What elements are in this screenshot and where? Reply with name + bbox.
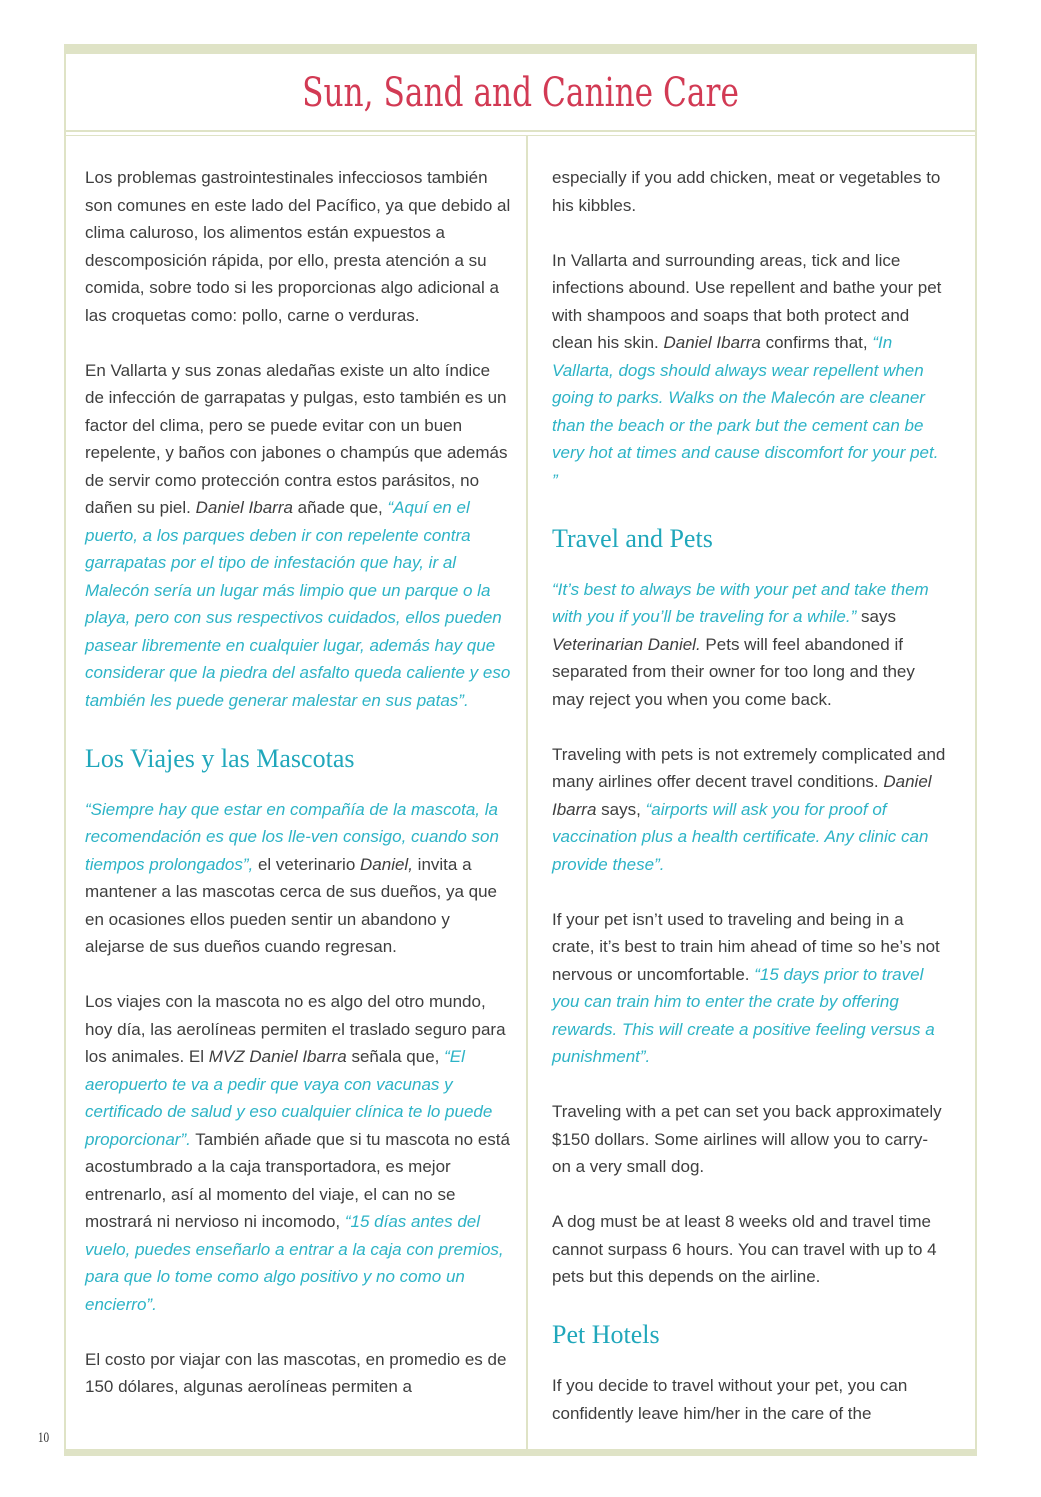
- person-name: Daniel,: [360, 854, 413, 874]
- paragraph: “Siempre hay que estar en compañía de la mascota, la recomendación es que los lle-ven consigo, cuando son tiempos prolongados”, el veterinario Daniel, invita a mantener a las mascotas cerca de sus dueños, ya que en ocasiones ellos pueden sentir un abandono y alejarse de sus dueños cuando regresan.: [85, 799, 499, 956]
- section-heading: Los Viajes y las Mascotas: [85, 743, 355, 773]
- spanish-column: [85, 164, 513, 1428]
- english-column: [552, 164, 946, 1455]
- column-divider: [526, 136, 528, 1449]
- paragraph: Traveling with a pet can set you back approximately $150 dollars. Some airlines will allow you to carry-on a very small dog.: [552, 1102, 942, 1176]
- paragraph: In Vallarta and surrounding areas, tick and lice infections abound. Use repellent and bathe your pet with shampoos and soaps that both protect and clean his skin. Daniel Ibarra confirms that, “In Vallarta, dogs should always wear repellent when going to parks. Walks on the Malecón are cleaner than the beach or the park but the cement can be very hot at times and cause discomfort for your pet. ”: [552, 250, 942, 490]
- paragraph: Traveling with pets is not extremely complicated and many airlines offer decent travel conditions. Daniel Ibarra says, “airports will ask you for proof of vaccination plus a health certificate. Any clinic can provide these”.: [552, 744, 946, 874]
- person-name: MVZ Daniel Ibarra: [208, 1047, 347, 1066]
- paragraph: El costo por viajar con las mascotas, en promedio es de 150 dólares, algunas aerolíneas permiten a: [85, 1349, 507, 1396]
- paragraph: “It’s best to always be with your pet and take them with you if you’ll be traveling for a while.” says Veterinarian Daniel. Pets will feel abandoned if separated from their owner for too long and they may reject you when you come back.: [552, 579, 929, 709]
- quote: “Aquí en el puerto, a los parques deben ir con repelente contra garrapatas por el tipo de infestación que hay, ir al Malecón sería un lugar más limpio que un parque o la playa, pero con sus respectivos cuidados, ellos pueden pasear libremente en cualquier lugar, además hay que considerar que la piedra del asfalto queda caliente y eso también les puede generar malestar en sus patas”.: [85, 498, 511, 710]
- paragraph: En Vallarta y sus zonas aledañas existe un alto índice de infección de garrapatas y pulgas, esto también es un factor del clima, pero se puede evitar con un buen repelente, y baños con jabones o champús que además de servir como protección contra estos parásitos, no dañen su piel. Daniel Ibarra añade que, “Aquí en el puerto, a los parques deben ir con repelente contra garrapatas por el tipo de infestación que hay, ir al Malecón sería un lugar más limpio que un parque o la playa, pero con sus respectivos cuidados, ellos pueden pasear libremente en cualquier lugar, además hay que considerar que la piedra del asfalto queda caliente y eso también les puede generar malestar en sus patas”.: [85, 360, 511, 710]
- section-heading: Pet Hotels: [552, 1320, 660, 1349]
- person-name: Daniel Ibarra: [552, 772, 932, 819]
- paragraph: Los viajes con la mascota no es algo del otro mundo, hoy día, las aerolíneas permiten el traslado seguro para los animales. El MVZ Daniel Ibarra señala que, “El aeropuerto te va a pedir que vaya con vacunas y certificado de salud y eso cualquier clínica te lo puede proporcionar”. También añade que si tu mascota no está acostumbrado a la caja transportadora, es mejor entrenarlo, así al momento del viaje, el can no se mostrará ni nervioso ni incomodo, “15 días antes del vuelo, puedes enseñarlo a entrar a la caja con premios, para que lo tome como algo positivo y no como un encierro”.: [85, 992, 510, 1314]
- paragraph: If your pet isn’t used to traveling and being in a crate, it’s best to train him ahead of time so he’s not nervous or uncomfortable. “15 days prior to travel you can train him to enter the crate by offering rewards. This will create a positive feeling versus a punishment”.: [552, 909, 940, 1066]
- person-name: Daniel Ibarra: [663, 333, 761, 352]
- quote: “15 days prior to travel you can train him to enter the crate by offering rewards. This will create a positive feeling versus a punishment”.: [552, 964, 935, 1066]
- frame-right-border: [975, 54, 977, 1449]
- page-title: Sun, Sand and Canine Care: [302, 70, 739, 116]
- quote: “El aeropuerto te va a pedir que vaya con vacunas y certificado de salud y eso cualquier clínica te lo puede proporcionar”.: [85, 1047, 493, 1149]
- paragraph: A dog must be at least 8 weeks old and travel time cannot surpass 6 hours. You can travel with up to 4 pets but this depends on the airline.: [552, 1212, 937, 1286]
- quote: “Siempre hay que estar en compañía de la mascota, la recomendación es que los lle-ven consigo, cuando son tiempos prolongados”,: [85, 799, 499, 874]
- section-heading: Travel and Pets: [552, 523, 713, 553]
- frame-left-border: [64, 54, 66, 1449]
- frame-top-border: [64, 44, 977, 54]
- paragraph: If you decide to travel without your pet, you can confidently leave him/her in the care of the: [552, 1376, 908, 1423]
- quote: “airports will ask you for proof of vaccination plus a health certificate. Any clinic can provide these”.: [552, 799, 929, 874]
- title-rule-thin: [64, 135, 977, 136]
- title-rule: [64, 130, 977, 132]
- paragraph: especially if you add chicken, meat or vegetables to his kibbles.: [552, 168, 941, 215]
- paragraph: Los problemas gastrointestinales infecciosos también son comunes en este lado del Pacífico, ya que debido al clima caluroso, los alimentos están expuestos a descomposición rápida, por ello, presta atención a su comida, sobre todo si les proporcionas algo adicional a las croquetas como: pollo, carne o verduras.: [85, 168, 511, 325]
- page-number: 10: [37, 1430, 50, 1446]
- person-name: Veterinarian Daniel.: [552, 634, 701, 654]
- quote: “It’s best to always be with your pet and take them with you if you’ll be traveling for a while.”: [552, 579, 929, 626]
- quote: “In Vallarta, dogs should always wear repellent when going to parks. Walks on the Malecón are cleaner than the beach or the park but the cement can be very hot at times and cause discomfort for your pet. ”: [552, 333, 939, 490]
- person-name: Daniel Ibarra: [195, 498, 293, 517]
- quote: “15 días antes del vuelo, puedes enseñarlo a entrar a la caja con premios, para que lo tome como algo positivo y no como un encierro”.: [85, 1212, 504, 1314]
